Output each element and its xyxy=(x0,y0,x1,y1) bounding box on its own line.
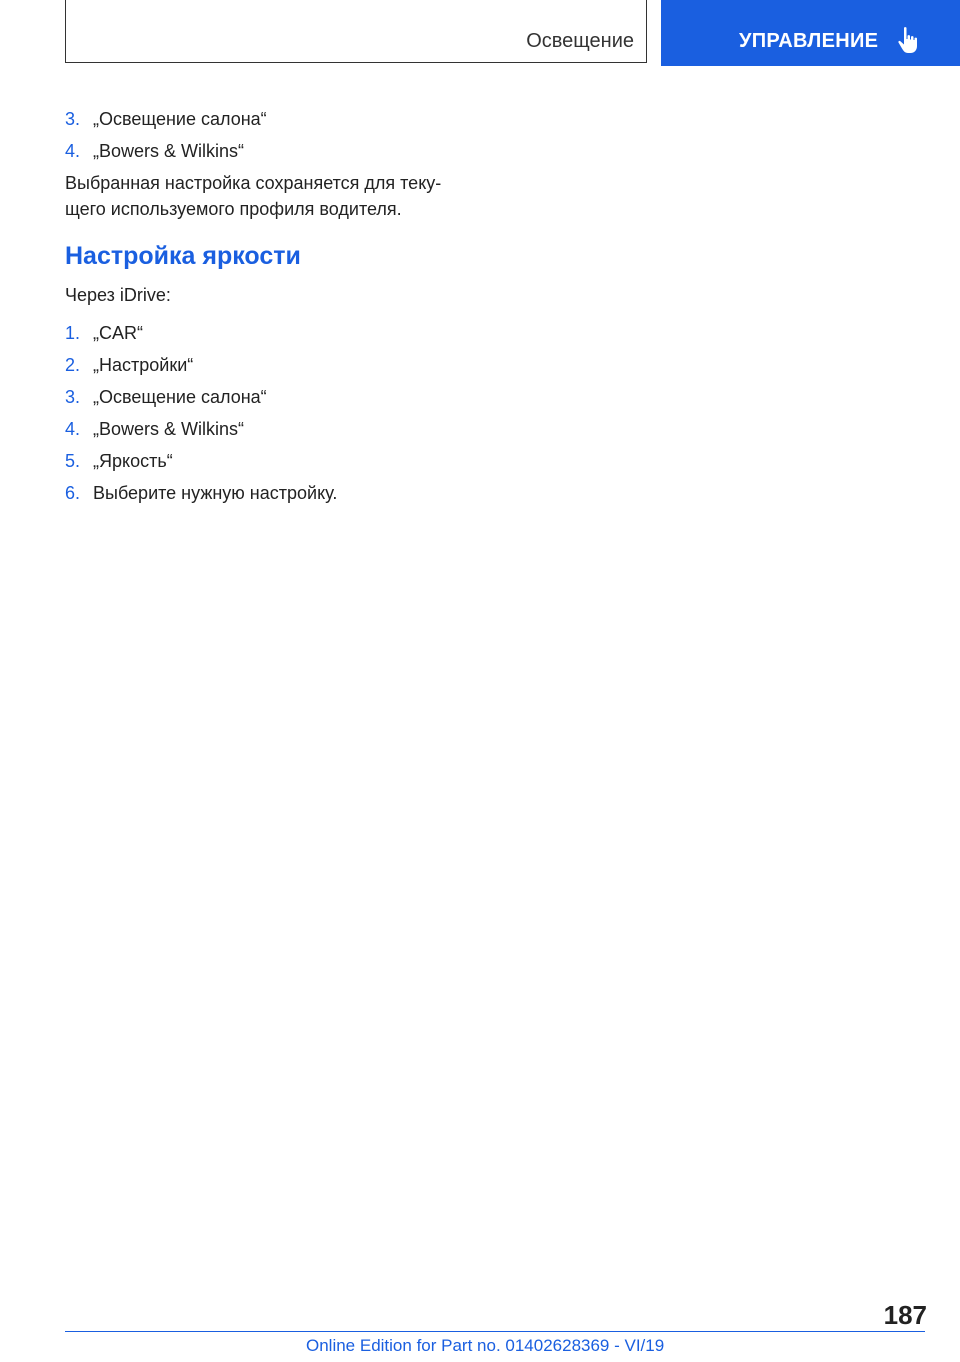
page-number: 187 xyxy=(883,1300,927,1330)
list-text: „Освещение салона“ xyxy=(93,387,267,407)
list-text: „CAR“ xyxy=(93,323,143,343)
note-line-1: Выбранная настройка сохраняется для теку- xyxy=(65,173,442,193)
list-number: 3. xyxy=(65,109,81,129)
section-heading: Настройка яркости xyxy=(65,242,301,270)
chapter-tab[interactable] xyxy=(661,0,960,66)
list-text: „Освещение салона“ xyxy=(93,109,267,129)
list-number: 2. xyxy=(65,355,81,375)
footer-divider xyxy=(65,1331,925,1332)
list-number: 5. xyxy=(65,451,81,471)
chapter-tab-label: УПРАВЛЕНИЕ xyxy=(739,30,879,52)
note-paragraph xyxy=(65,170,485,222)
section-intro: Через iDrive: xyxy=(65,285,171,305)
hand-pointer-icon xyxy=(897,26,921,54)
list-number: 3. xyxy=(65,387,81,407)
list-number: 4. xyxy=(65,419,81,439)
footer-edition-text: Online Edition for Part no. 01402628369 - VI/19 xyxy=(306,1336,665,1355)
section-title: Освещение xyxy=(526,30,634,52)
header-section-box xyxy=(65,0,647,63)
note-line-2: щего используемого профиля водителя. xyxy=(65,199,402,219)
list-number: 1. xyxy=(65,323,81,343)
list-number: 6. xyxy=(65,483,81,503)
list-number: 4. xyxy=(65,141,81,161)
list-text: „Настройки“ xyxy=(93,355,194,375)
list-text: „Bowers & Wilkins“ xyxy=(93,141,245,161)
list-text: „Bowers & Wilkins“ xyxy=(93,419,245,439)
list-text: „Яркость“ xyxy=(93,451,173,471)
list-text: Выберите нужную настройку. xyxy=(93,483,338,503)
